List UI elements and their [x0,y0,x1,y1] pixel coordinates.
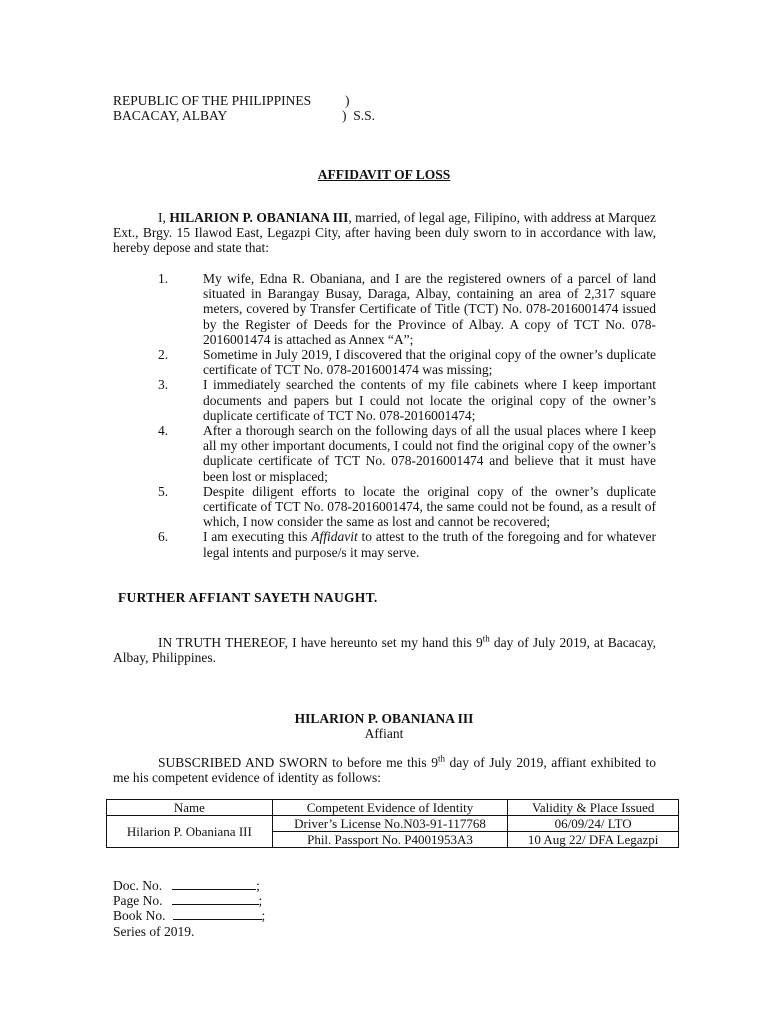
truth-post: day of July 2019, at Bacacay, Albay, Philippines. [113,635,656,666]
notarial-register [113,878,265,939]
venue-bracket-1: ) [345,93,350,108]
doc-no-label: Doc. No. [113,878,163,893]
truth-pre: IN TRUTH THEREOF, I have hereunto set my hand this 9 [158,635,483,650]
book-no-line [113,908,265,923]
series-line: Series of 2019. [113,923,195,939]
item-text: Sometime in July 2019, I discovered that the original copy of the owner’s duplicate certificate of TCT No. 078-2016001474 was missing; [203,347,656,378]
page-no-line [113,893,265,908]
item-number: 1. [158,271,169,286]
item-number: 4. [158,423,169,439]
book-no-label: Book No. [113,908,166,924]
item-text: I immediately searched the contents of my file cabinets where I keep important documents and papers but I could not locate the original copy of the owner’s duplicate certificate of TCT No. 078-2016001474; [203,377,656,423]
jurat-pre: SUBSCRIBED AND SWORN to before me this 9 [158,755,438,770]
truth-paragraph [113,635,656,665]
intro-pre: I, [158,210,170,225]
item-text: After a thorough search on the following days of all the usual places where I keep all my other important documents, I could not find the original copy of the owner’s duplicate certificate of TCT No. 078-2016001474 and believe that it must have been lost or misplaced; [203,423,656,484]
venue-line-2 [113,108,375,123]
identity-table [106,799,679,848]
jurat-paragraph [113,755,656,785]
list-item [113,529,656,559]
table-header-row [107,800,679,816]
affidavit-emphasis: Affidavit [311,529,358,545]
list-item [113,377,656,423]
jurat-post: day of July 2019, affiant exhibited to me his competent evidence of identity as follows: [113,755,656,786]
list-item [113,484,656,530]
venue-republic: REPUBLIC OF THE PHILIPPINES [113,93,312,108]
doc-no-line [113,878,265,893]
page-no-label: Page No. [113,893,163,909]
page-no-end: ; [258,893,263,909]
validity-cell: 06/09/24/ LTO [508,816,679,832]
affiant-name-inline: HILARION P. OBANIANA III [169,210,349,225]
jurat-ordinal: th [437,753,445,764]
item-number: 5. [158,483,169,499]
list-item [113,271,656,347]
venue-line-1 [113,93,375,108]
item-text-pre: I am executing this [203,529,312,545]
column-header: Name [107,800,273,816]
book-no-blank [173,908,262,920]
list-item [113,423,656,484]
evidence-cell: Phil. Passport No. P4001953A3 [272,832,508,848]
evidence-cell: Driver’s License No.N03-91-117768 [272,816,508,832]
statement-list [113,271,656,560]
item-text: My wife, Edna R. Obaniana, and I are the registered owners of a parcel of land situated in Barangay Busay, Daraga, Albay, containing an area of 2,317 square meters, covered by Transfer Certificate of Title (TCT) No. 078-2016001474 issued by the Register of Deeds for the Province of Albay. A copy of TCT No. 078-2016001474 is attached as Annex “A”; [203,271,656,347]
venue-ss: ) S.S. [342,108,376,124]
affiant-name-cell: Hilarion P. Obaniana III [107,816,273,848]
affiant-signature-name: HILARION P. OBANIANA III [294,711,474,726]
page-no-blank [172,893,259,905]
list-item [113,347,656,377]
affiant-label: Affiant [364,726,404,741]
validity-cell: 10 Aug 22/ DFA Legazpi [508,832,679,848]
doc-no-blank [172,878,256,890]
item-text [203,529,656,559]
item-text-post: to attest to the truth of the foregoing and for whatever legal intents and purpose/s it may serve. [203,529,656,560]
venue-block [113,93,375,123]
item-number: 6. [158,529,169,545]
intro-paragraph [113,210,656,256]
further-affiant-statement: FURTHER AFFIANT SAYETH NAUGHT. [118,590,378,605]
book-no-end: ; [261,908,266,924]
venue-municipality: BACACAY, ALBAY [113,108,228,124]
table-row [107,816,679,832]
document-title: AFFIDAVIT OF LOSS [317,167,451,182]
intro-post: , married, of legal age, Filipino, with address at Marquez Ext., Brgy. 15 Ilawod East, Legazpi City, after having been duly sworn to in accordance with law, hereby depose and state that: [113,210,656,256]
item-text: Despite diligent efforts to locate the original copy of the owner’s duplicate certificate of TCT No. 078-2016001474, the same could not be found, as a result of which, I now consider the same as lost and cannot be recovered; [203,483,656,530]
doc-no-end: ; [256,878,260,893]
column-header: Competent Evidence of Identity [272,800,508,816]
column-header: Validity & Place Issued [508,800,679,816]
truth-ordinal: th [482,633,490,644]
item-number: 3. [158,377,169,393]
item-number: 2. [158,347,169,363]
